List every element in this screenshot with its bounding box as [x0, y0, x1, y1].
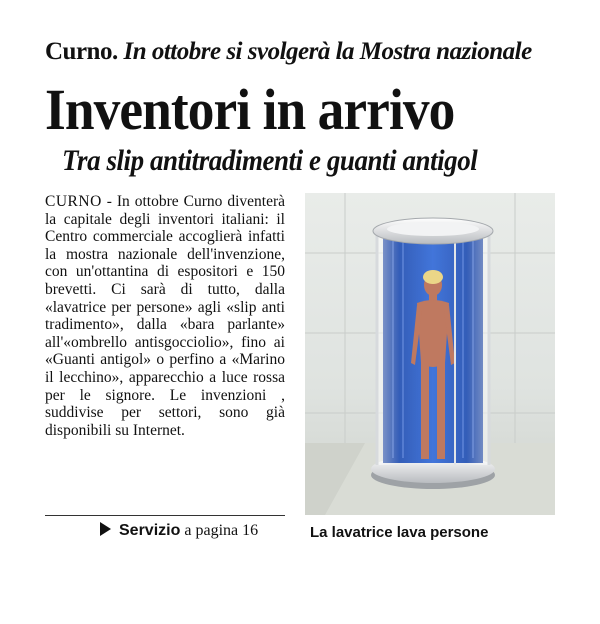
reference-label: Servizio	[119, 522, 181, 539]
subhead: Tra slip antitradimenti e guanti antigol	[62, 144, 478, 177]
article-text: - In ottobre Curno diventerà la capitale degli inventori italiani: il Centro commerciale accoglierà infatti la mostra nazionale dell'invenzione, con un'ottantina di espositori e 150 brevetti. Ci sarà di tutto, dalla «lavatrice per persone» agli «slip anti tradimento», dalla «bara parlante» all'«ombrello antisgocciolio», fino ai «Guanti antigol» o perfino a «Marino il lecchino», apparecchio a luce rossa per le signore. Le invenzioni , suddivise per settori, sono già disponibili su Internet.	[45, 193, 285, 439]
cabin-illustration	[305, 193, 555, 515]
headline: Inventori in arrivo	[45, 77, 455, 142]
article-body	[45, 193, 285, 439]
page-reference	[100, 522, 258, 540]
shower-cabin-photo	[305, 193, 555, 515]
kicker-text: In ottobre si svolgerà la Mostra nazionale	[123, 38, 532, 65]
kicker-place: Curno.	[45, 38, 118, 65]
reference-text: a pagina 16	[184, 522, 259, 539]
dateline: CURNO	[45, 193, 102, 210]
photo-caption: La lavatrice lava persone	[310, 524, 489, 541]
triangle-arrow-icon	[100, 522, 111, 536]
divider	[45, 515, 285, 516]
kicker	[45, 38, 565, 66]
